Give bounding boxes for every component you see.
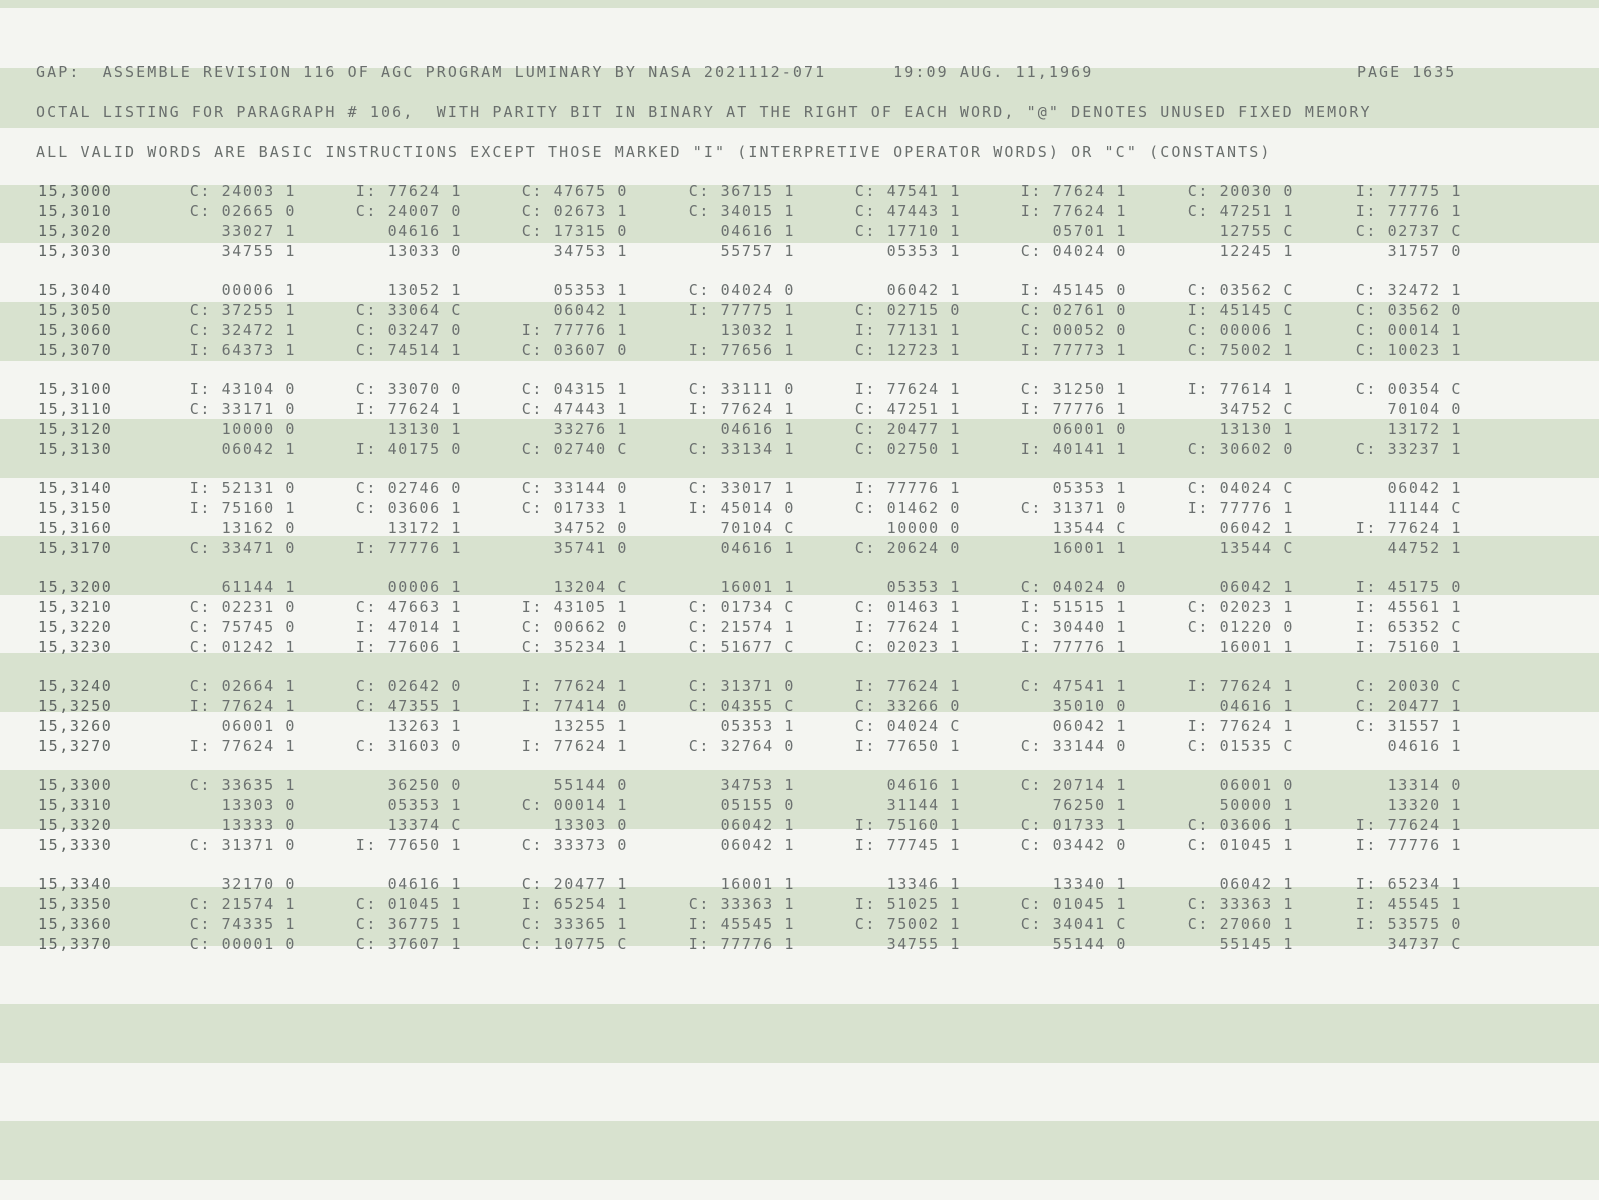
octal-word: 04616 1	[720, 420, 795, 438]
octal-word: 06042 1	[1219, 519, 1294, 537]
octal-word: 50000 1	[1219, 796, 1294, 814]
octal-word: 55145 1	[1219, 935, 1294, 953]
row-address: 15,3350	[38, 895, 113, 913]
octal-word: I: 75160 1	[854, 816, 961, 834]
octal-word: 05353 1	[553, 281, 628, 299]
octal-word: 13032 1	[720, 321, 795, 339]
octal-word: 06042 1	[553, 301, 628, 319]
octal-word: I: 64373 1	[189, 341, 296, 359]
octal-word: C: 34041 C	[1020, 915, 1127, 933]
octal-word: I: 77624 1	[854, 677, 961, 695]
row-address: 15,3240	[38, 677, 113, 695]
octal-word: C: 03442 0	[1020, 836, 1127, 854]
octal-word: 13544 C	[1219, 539, 1294, 557]
octal-word: I: 77624 1	[189, 737, 296, 755]
octal-word: C: 04024 C	[854, 717, 961, 735]
octal-word: I: 77776 1	[1020, 638, 1127, 656]
octal-word: 10000 0	[221, 420, 296, 438]
octal-word: C: 31250 1	[1020, 380, 1127, 398]
paragraph-heading: OCTAL LISTING FOR PARAGRAPH # 106, WITH PARITY BIT IN BINARY AT THE RIGHT OF EACH WORD, "@" DENOTES UNUSED FIXED MEMORY	[36, 103, 1372, 121]
octal-word: I: 40175 0	[355, 440, 462, 458]
octal-word: C: 33144 0	[521, 479, 628, 497]
octal-word: I: 77776 1	[854, 479, 961, 497]
octal-word: 34753 1	[553, 242, 628, 260]
octal-word: C: 01535 C	[1187, 737, 1294, 755]
octal-word: 31757 0	[1387, 242, 1462, 260]
octal-word: C: 20624 0	[854, 539, 961, 557]
octal-word: 33027 1	[221, 222, 296, 240]
octal-word: C: 03247 0	[355, 321, 462, 339]
octal-word: I: 65254 1	[521, 895, 628, 913]
octal-word: C: 75745 0	[189, 618, 296, 636]
octal-word: C: 47251 1	[854, 400, 961, 418]
octal-word: C: 00354 C	[1355, 380, 1462, 398]
octal-word: 13052 1	[387, 281, 462, 299]
octal-word: I: 77624 1	[854, 380, 961, 398]
octal-word: I: 77776 1	[688, 935, 795, 953]
octal-word: C: 31603 0	[355, 737, 462, 755]
octal-word: C: 74335 1	[189, 915, 296, 933]
paper-band	[0, 0, 1599, 8]
octal-word: C: 02746 0	[355, 479, 462, 497]
octal-word: C: 75002 1	[1187, 341, 1294, 359]
octal-word: 04616 1	[387, 875, 462, 893]
octal-word: C: 02642 0	[355, 677, 462, 695]
octal-word: C: 33171 0	[189, 400, 296, 418]
octal-word: 35741 0	[553, 539, 628, 557]
octal-word: I: 43105 1	[521, 598, 628, 616]
row-address: 15,3230	[38, 638, 113, 656]
octal-word: C: 02673 1	[521, 202, 628, 220]
octal-word: 13320 1	[1387, 796, 1462, 814]
octal-word: 06042 1	[720, 836, 795, 854]
octal-word: 70104 0	[1387, 400, 1462, 418]
octal-word: 06042 1	[720, 816, 795, 834]
octal-word: 16001 1	[1219, 638, 1294, 656]
octal-word: 32170 0	[221, 875, 296, 893]
octal-word: C: 32472 1	[189, 321, 296, 339]
octal-word: 13374 C	[387, 816, 462, 834]
row-address: 15,3330	[38, 836, 113, 854]
octal-word: C: 12723 1	[854, 341, 961, 359]
octal-word: C: 01045 1	[1187, 836, 1294, 854]
octal-word: C: 33635 1	[189, 776, 296, 794]
octal-word: C: 32764 0	[688, 737, 795, 755]
row-address: 15,3310	[38, 796, 113, 814]
row-address: 15,3150	[38, 499, 113, 517]
row-address: 15,3140	[38, 479, 113, 497]
row-address: 15,3040	[38, 281, 113, 299]
octal-word: I: 77614 1	[1187, 380, 1294, 398]
octal-word: I: 45014 0	[688, 499, 795, 517]
octal-word: I: 51025 1	[854, 895, 961, 913]
octal-word: 06001 0	[221, 717, 296, 735]
octal-word: C: 75002 1	[854, 915, 961, 933]
row-address: 15,3020	[38, 222, 113, 240]
octal-word: 06042 1	[1219, 875, 1294, 893]
octal-word: 05353 1	[886, 578, 961, 596]
octal-word: I: 77624 1	[521, 737, 628, 755]
octal-word: I: 77624 1	[189, 697, 296, 715]
octal-word: C: 10023 1	[1355, 341, 1462, 359]
row-address: 15,3200	[38, 578, 113, 596]
octal-word: 12245 1	[1219, 242, 1294, 260]
octal-word: C: 02231 0	[189, 598, 296, 616]
row-address: 15,3270	[38, 737, 113, 755]
octal-word: C: 02023 1	[854, 638, 961, 656]
octal-word: I: 43104 0	[189, 380, 296, 398]
octal-word: 04616 1	[886, 776, 961, 794]
octal-word: C: 21574 1	[189, 895, 296, 913]
octal-word: 55144 0	[553, 776, 628, 794]
octal-word: C: 37607 1	[355, 935, 462, 953]
octal-word: C: 01242 1	[189, 638, 296, 656]
page-number: PAGE 1635	[1357, 63, 1457, 81]
octal-word: C: 37255 1	[189, 301, 296, 319]
octal-word: I: 77624 1	[1355, 519, 1462, 537]
octal-word: I: 47014 1	[355, 618, 462, 636]
octal-word: I: 77745 1	[854, 836, 961, 854]
octal-word: C: 27060 1	[1187, 915, 1294, 933]
octal-word: I: 52131 0	[189, 479, 296, 497]
octal-word: C: 33363 1	[1187, 895, 1294, 913]
octal-word: 55757 1	[720, 242, 795, 260]
octal-word: 34753 1	[720, 776, 795, 794]
octal-word: C: 00001 0	[189, 935, 296, 953]
octal-word: C: 04355 C	[688, 697, 795, 715]
octal-word: I: 40141 1	[1020, 440, 1127, 458]
octal-word: I: 77624 1	[355, 182, 462, 200]
octal-word: I: 77650 1	[854, 737, 961, 755]
octal-word: C: 24003 1	[189, 182, 296, 200]
octal-word: C: 20030 C	[1355, 677, 1462, 695]
octal-word: C: 24007 0	[355, 202, 462, 220]
row-address: 15,3210	[38, 598, 113, 616]
octal-word: I: 45145 C	[1187, 301, 1294, 319]
octal-word: 34752 0	[553, 519, 628, 537]
octal-word: C: 36775 1	[355, 915, 462, 933]
octal-word: C: 33237 1	[1355, 440, 1462, 458]
octal-word: C: 33134 1	[688, 440, 795, 458]
octal-word: I: 77776 1	[1355, 202, 1462, 220]
octal-word: 13303 0	[553, 816, 628, 834]
octal-word: C: 00014 1	[1355, 321, 1462, 339]
octal-word: 05353 1	[387, 796, 462, 814]
octal-word: C: 03606 1	[1187, 816, 1294, 834]
octal-word: 13172 1	[387, 519, 462, 537]
octal-word: I: 77624 1	[1020, 182, 1127, 200]
octal-word: I: 75160 1	[189, 499, 296, 517]
row-address: 15,3010	[38, 202, 113, 220]
legend-note: ALL VALID WORDS ARE BASIC INSTRUCTIONS EXCEPT THOSE MARKED "I" (INTERPRETIVE OPERATOR WORDS) OR "C" (CONSTANTS)	[36, 143, 1272, 161]
octal-word: 04616 1	[720, 539, 795, 557]
octal-word: C: 47443 1	[854, 202, 961, 220]
octal-word: 34752 C	[1219, 400, 1294, 418]
octal-word: 00006 1	[221, 281, 296, 299]
octal-word: 06042 1	[1387, 479, 1462, 497]
octal-word: C: 33365 1	[521, 915, 628, 933]
octal-word: C: 31371 0	[688, 677, 795, 695]
octal-word: C: 33017 1	[688, 479, 795, 497]
octal-word: 13130 1	[1219, 420, 1294, 438]
octal-word: 10000 0	[886, 519, 961, 537]
octal-word: 04616 1	[1219, 697, 1294, 715]
octal-word: 05353 1	[720, 717, 795, 735]
octal-word: C: 33373 0	[521, 836, 628, 854]
row-address: 15,3070	[38, 341, 113, 359]
octal-word: 11144 C	[1387, 499, 1462, 517]
octal-word: I: 51515 1	[1020, 598, 1127, 616]
octal-word: I: 45545 1	[688, 915, 795, 933]
row-address: 15,3100	[38, 380, 113, 398]
row-address: 15,3340	[38, 875, 113, 893]
octal-word: C: 20477 1	[521, 875, 628, 893]
octal-word: 06042 1	[1219, 578, 1294, 596]
octal-word: I: 65234 1	[1355, 875, 1462, 893]
octal-word: I: 77624 1	[1020, 202, 1127, 220]
octal-word: 06001 0	[1219, 776, 1294, 794]
octal-word: I: 77624 1	[1187, 677, 1294, 695]
row-address: 15,3260	[38, 717, 113, 735]
octal-word: C: 47675 0	[521, 182, 628, 200]
octal-word: C: 47251 1	[1187, 202, 1294, 220]
row-address: 15,3250	[38, 697, 113, 715]
octal-word: 13255 1	[553, 717, 628, 735]
octal-word: 04616 1	[387, 222, 462, 240]
octal-word: 06042 1	[1052, 717, 1127, 735]
octal-word: 61144 1	[221, 578, 296, 596]
octal-word: C: 47443 1	[521, 400, 628, 418]
octal-word: C: 31557 1	[1355, 717, 1462, 735]
octal-word: I: 77776 1	[521, 321, 628, 339]
octal-word: I: 77624 1	[521, 677, 628, 695]
paper-band	[0, 1004, 1599, 1063]
octal-word: 13162 0	[221, 519, 296, 537]
octal-word: C: 02664 1	[189, 677, 296, 695]
row-address: 15,3360	[38, 915, 113, 933]
row-address: 15,3000	[38, 182, 113, 200]
octal-word: 13303 0	[221, 796, 296, 814]
octal-word: C: 02737 C	[1355, 222, 1462, 240]
octal-word: C: 00662 0	[521, 618, 628, 636]
octal-word: C: 10775 C	[521, 935, 628, 953]
octal-word: C: 30440 1	[1020, 618, 1127, 636]
octal-word: C: 20030 0	[1187, 182, 1294, 200]
octal-word: C: 03607 0	[521, 341, 628, 359]
octal-word: 13340 1	[1052, 875, 1127, 893]
octal-word: 36250 0	[387, 776, 462, 794]
octal-word: C: 21574 1	[688, 618, 795, 636]
octal-word: I: 45145 0	[1020, 281, 1127, 299]
octal-word: 34755 1	[886, 935, 961, 953]
octal-word: C: 01462 0	[854, 499, 961, 517]
octal-word: C: 01045 1	[355, 895, 462, 913]
octal-word: I: 77624 1	[1187, 717, 1294, 735]
octal-word: I: 45545 1	[1355, 895, 1462, 913]
octal-word: C: 47541 1	[854, 182, 961, 200]
octal-word: 31144 1	[886, 796, 961, 814]
octal-word: 35010 0	[1052, 697, 1127, 715]
octal-word: 13263 1	[387, 717, 462, 735]
octal-word: 04616 1	[1387, 737, 1462, 755]
octal-word: 55144 0	[1052, 935, 1127, 953]
octal-word: I: 77650 1	[355, 836, 462, 854]
octal-word: I: 77776 1	[355, 539, 462, 557]
octal-word: C: 33266 0	[854, 697, 961, 715]
row-address: 15,3320	[38, 816, 113, 834]
octal-word: 13346 1	[886, 875, 961, 893]
octal-word: C: 51677 C	[688, 638, 795, 656]
octal-word: I: 77773 1	[1020, 341, 1127, 359]
octal-word: I: 45175 0	[1355, 578, 1462, 596]
octal-word: 13130 1	[387, 420, 462, 438]
octal-word: 44752 1	[1387, 539, 1462, 557]
octal-word: I: 77776 1	[1187, 499, 1294, 517]
octal-word: C: 31371 0	[1020, 499, 1127, 517]
octal-word: C: 03606 1	[355, 499, 462, 517]
octal-word: C: 33064 C	[355, 301, 462, 319]
listing-title: GAP: ASSEMBLE REVISION 116 OF AGC PROGRAM LUMINARY BY NASA 2021112-071 19:09 AUG. 11,1969	[36, 63, 1094, 81]
octal-word: I: 77775 1	[1355, 182, 1462, 200]
octal-word: I: 45561 1	[1355, 598, 1462, 616]
octal-word: C: 04024 0	[1020, 242, 1127, 260]
octal-word: 13544 C	[1052, 519, 1127, 537]
octal-word: 16001 1	[720, 875, 795, 893]
octal-word: C: 00014 1	[521, 796, 628, 814]
octal-word: C: 01045 1	[1020, 895, 1127, 913]
octal-word: 05701 1	[1052, 222, 1127, 240]
octal-word: C: 02665 0	[189, 202, 296, 220]
octal-word: 34755 1	[221, 242, 296, 260]
row-address: 15,3370	[38, 935, 113, 953]
octal-word: I: 77414 0	[521, 697, 628, 715]
row-address: 15,3130	[38, 440, 113, 458]
octal-word: I: 53575 0	[1355, 915, 1462, 933]
octal-word: 76250 1	[1052, 796, 1127, 814]
octal-word: C: 01734 C	[688, 598, 795, 616]
octal-word: 13333 0	[221, 816, 296, 834]
octal-word: 16001 1	[720, 578, 795, 596]
octal-word: C: 20714 1	[1020, 776, 1127, 794]
octal-word: I: 65352 C	[1355, 618, 1462, 636]
octal-word: C: 47541 1	[1020, 677, 1127, 695]
octal-word: C: 47663 1	[355, 598, 462, 616]
row-address: 15,3160	[38, 519, 113, 537]
octal-word: I: 77656 1	[688, 341, 795, 359]
octal-word: C: 00006 1	[1187, 321, 1294, 339]
octal-word: C: 33363 1	[688, 895, 795, 913]
octal-word: C: 20477 1	[854, 420, 961, 438]
row-address: 15,3060	[38, 321, 113, 339]
octal-word: I: 77624 1	[355, 400, 462, 418]
octal-word: 70104 C	[720, 519, 795, 537]
octal-word: C: 04024 0	[1020, 578, 1127, 596]
octal-word: I: 77624 1	[854, 618, 961, 636]
octal-word: C: 30602 0	[1187, 440, 1294, 458]
octal-word: C: 00052 0	[1020, 321, 1127, 339]
octal-word: C: 47355 1	[355, 697, 462, 715]
octal-word: C: 01463 1	[854, 598, 961, 616]
octal-word: 05353 1	[886, 242, 961, 260]
octal-word: C: 33111 0	[688, 380, 795, 398]
octal-word: C: 01220 0	[1187, 618, 1294, 636]
octal-word: C: 20477 1	[1355, 697, 1462, 715]
octal-word: 34737 C	[1387, 935, 1462, 953]
octal-word: C: 32472 1	[1355, 281, 1462, 299]
octal-word: C: 02740 C	[521, 440, 628, 458]
row-address: 15,3300	[38, 776, 113, 794]
octal-word: I: 77606 1	[355, 638, 462, 656]
row-address: 15,3120	[38, 420, 113, 438]
octal-word: 13172 1	[1387, 420, 1462, 438]
octal-word: 06042 1	[221, 440, 296, 458]
octal-word: I: 77131 1	[854, 321, 961, 339]
octal-word: I: 77776 1	[1355, 836, 1462, 854]
octal-word: I: 77776 1	[1020, 400, 1127, 418]
paper-band	[0, 1121, 1599, 1180]
octal-word: C: 36715 1	[688, 182, 795, 200]
octal-word: C: 02023 1	[1187, 598, 1294, 616]
octal-word: C: 01733 1	[1020, 816, 1127, 834]
octal-word: C: 02715 0	[854, 301, 961, 319]
octal-word: C: 04024 0	[688, 281, 795, 299]
row-address: 15,3170	[38, 539, 113, 557]
octal-word: C: 01733 1	[521, 499, 628, 517]
octal-word: C: 02750 1	[854, 440, 961, 458]
row-address: 15,3220	[38, 618, 113, 636]
octal-word: C: 04315 1	[521, 380, 628, 398]
row-address: 15,3050	[38, 301, 113, 319]
octal-word: 00006 1	[387, 578, 462, 596]
row-address: 15,3030	[38, 242, 113, 260]
octal-word: 13204 C	[553, 578, 628, 596]
octal-word: C: 17315 0	[521, 222, 628, 240]
row-address: 15,3110	[38, 400, 113, 418]
octal-word: C: 34015 1	[688, 202, 795, 220]
octal-word: C: 35234 1	[521, 638, 628, 656]
octal-word: C: 33070 0	[355, 380, 462, 398]
octal-word: 05353 1	[1052, 479, 1127, 497]
octal-word: C: 17710 1	[854, 222, 961, 240]
octal-word: C: 33471 0	[189, 539, 296, 557]
octal-word: I: 75160 1	[1355, 638, 1462, 656]
octal-word: C: 03562 0	[1355, 301, 1462, 319]
octal-word: C: 33144 0	[1020, 737, 1127, 755]
octal-word: 16001 1	[1052, 539, 1127, 557]
octal-word: 13314 0	[1387, 776, 1462, 794]
octal-word: C: 74514 1	[355, 341, 462, 359]
octal-word: C: 03562 C	[1187, 281, 1294, 299]
octal-word: 06042 1	[886, 281, 961, 299]
octal-word: C: 04024 C	[1187, 479, 1294, 497]
octal-word: C: 31371 0	[189, 836, 296, 854]
octal-word: 06001 0	[1052, 420, 1127, 438]
octal-word: I: 77624 1	[1355, 816, 1462, 834]
octal-word: C: 02761 0	[1020, 301, 1127, 319]
octal-word: I: 77775 1	[688, 301, 795, 319]
octal-word: 33276 1	[553, 420, 628, 438]
octal-word: 05155 0	[720, 796, 795, 814]
octal-word: 04616 1	[720, 222, 795, 240]
octal-word: 12755 C	[1219, 222, 1294, 240]
octal-word: 13033 0	[387, 242, 462, 260]
octal-word: I: 77624 1	[688, 400, 795, 418]
